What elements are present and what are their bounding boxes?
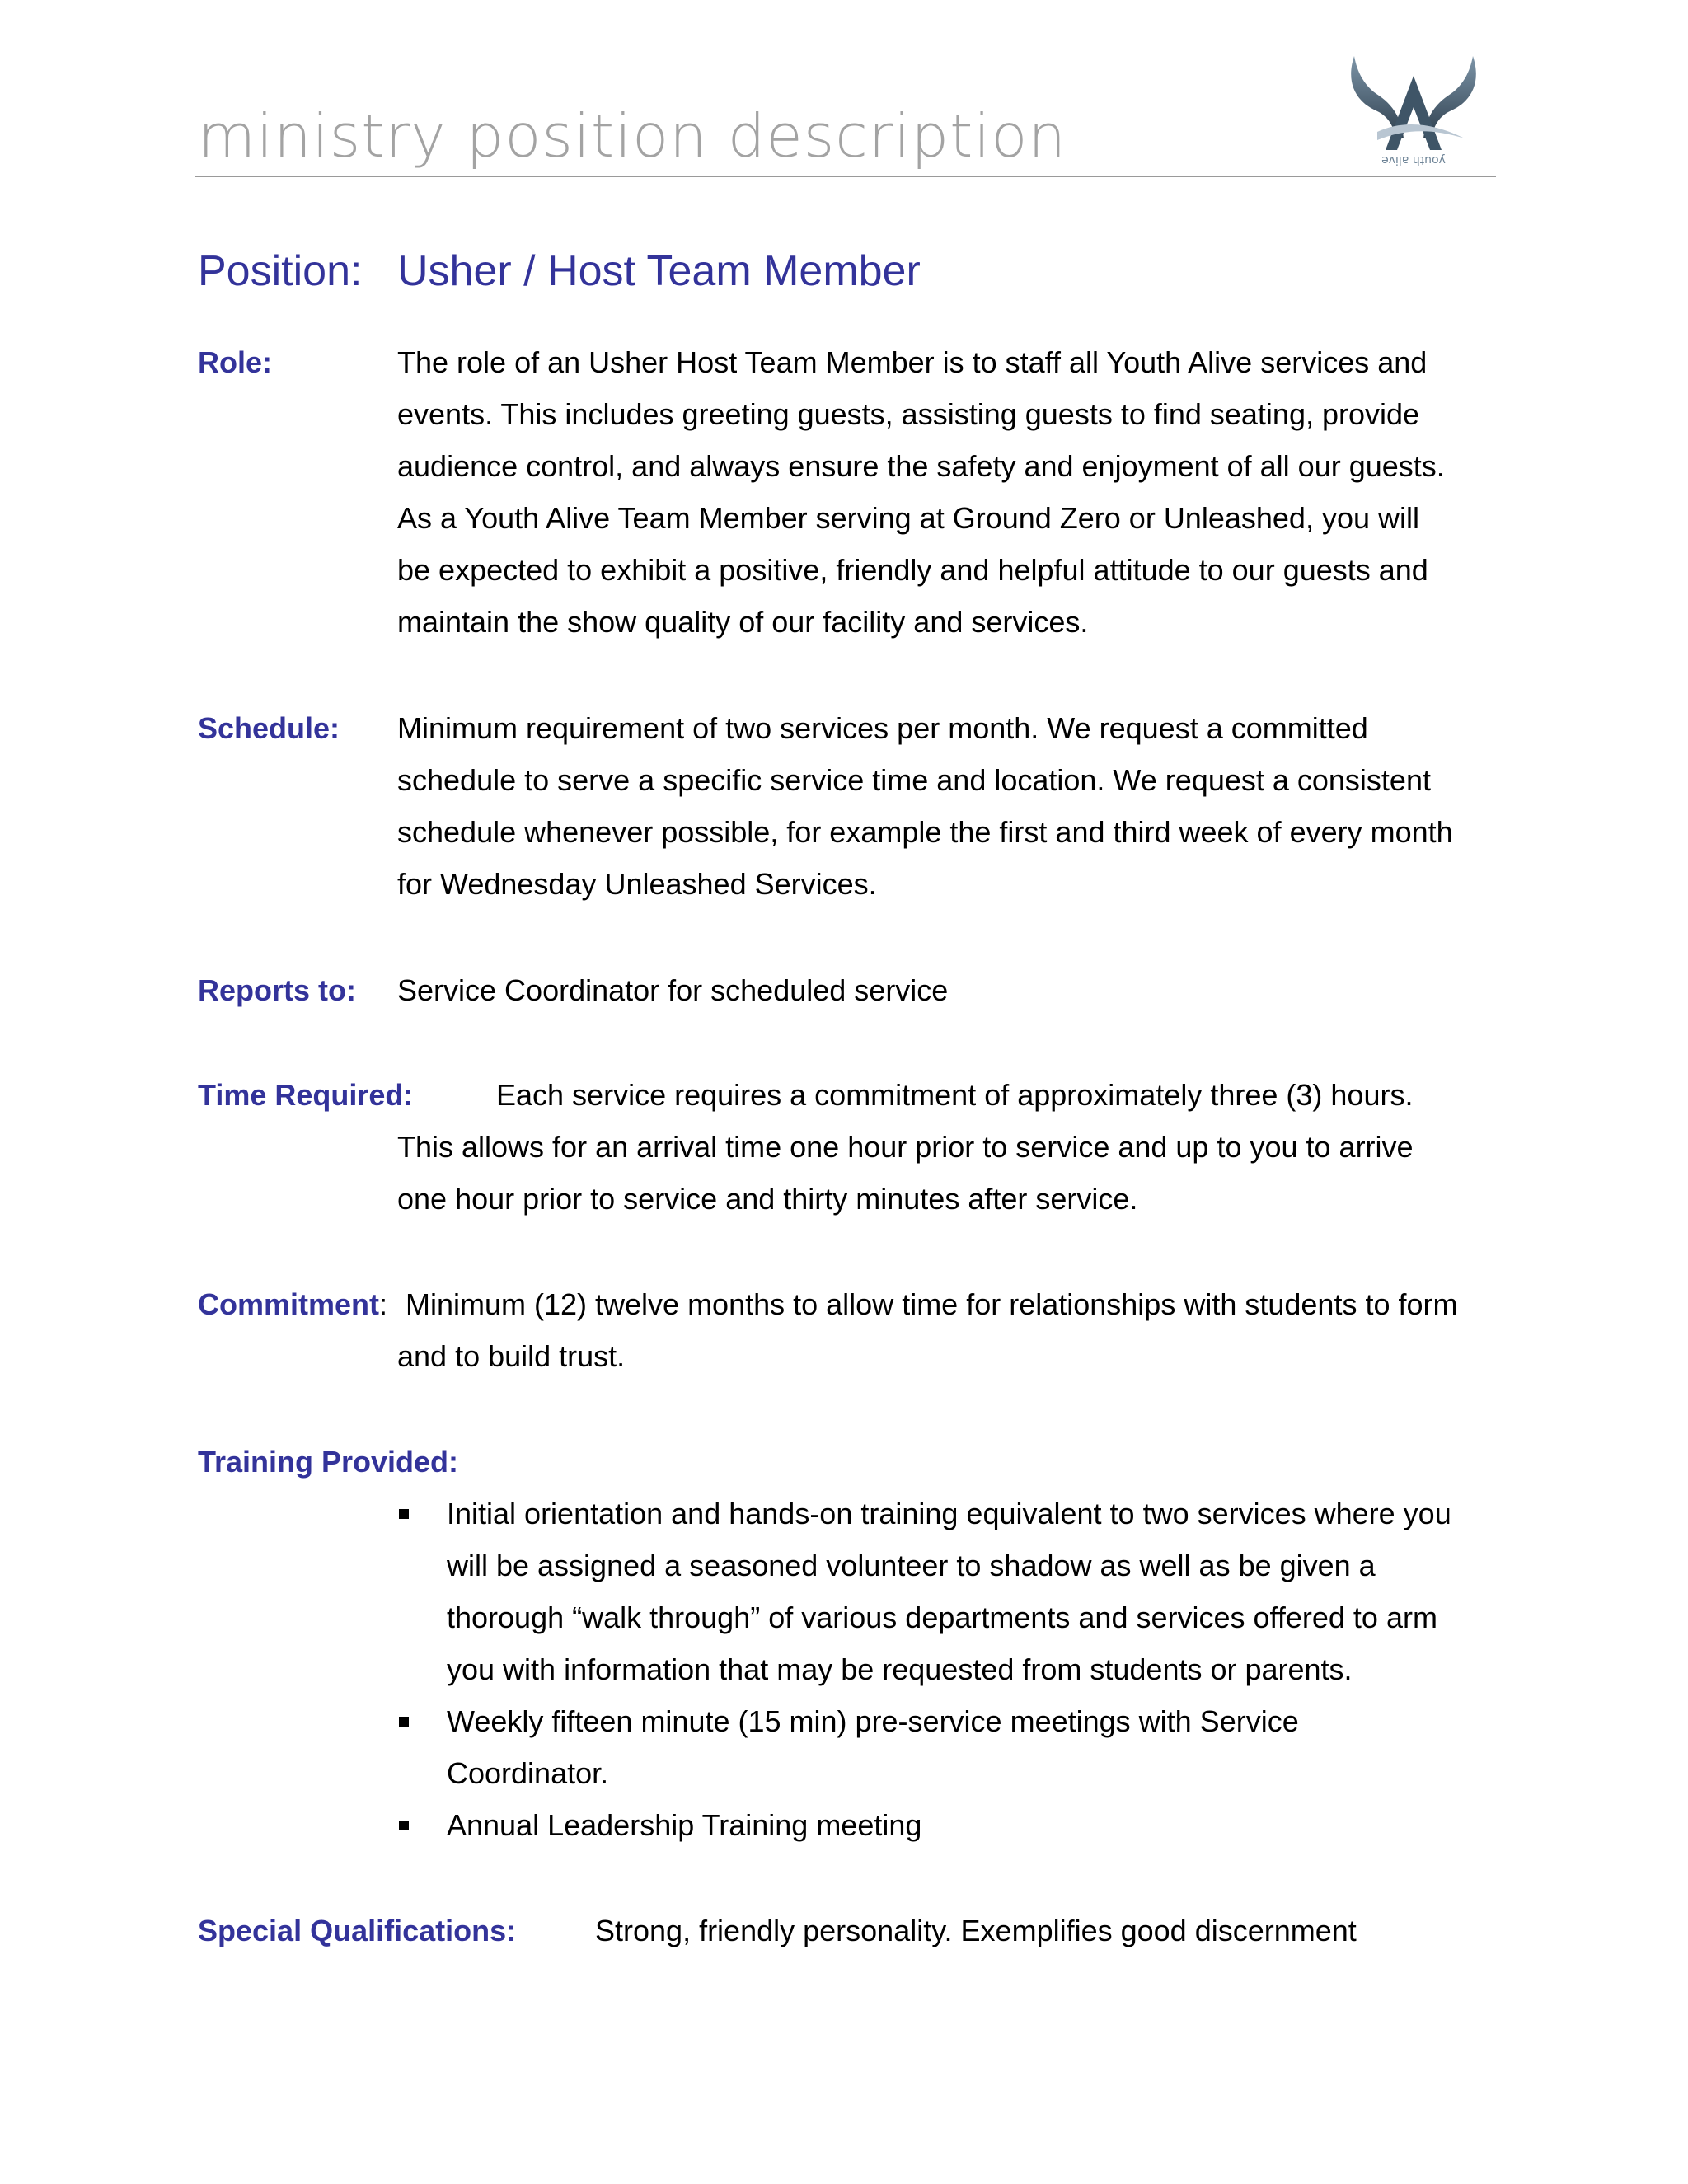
schedule-text-line: Minimum requirement of two services per month. We request a committed: [397, 711, 1368, 745]
training-provided-label: Training Provided:: [198, 1445, 459, 1479]
training-bullet-line: will be assigned a seasoned volunteer to shadow as well as be given a: [447, 1549, 1376, 1582]
schedule-text-line: schedule to serve a specific service time and location. We request a consistent: [397, 763, 1431, 797]
commitment-label-text: Commitment: [198, 1287, 380, 1321]
training-bullet-line: thorough “walk through” of various departments and services offered to arm: [447, 1601, 1437, 1634]
special-qualifications-label: Special Qualifications:: [198, 1914, 517, 1947]
reports-to-text: Service Coordinator for scheduled service: [397, 973, 949, 1007]
role-text-line: audience control, and always ensure the safety and enjoyment of all our guests.: [397, 449, 1445, 483]
position-label: Position:: [198, 247, 363, 295]
training-bullet-line: Initial orientation and hands-on training equivalent to two services where you: [447, 1497, 1451, 1530]
page-title: ministry position description: [198, 101, 1067, 171]
bullet-square-icon: [399, 1509, 409, 1519]
role-text-line: The role of an Usher Host Team Member is to staff all Youth Alive services and: [397, 345, 1428, 379]
time-required-text-line: This allows for an arrival time one hour prior to service and up to you to arrive: [397, 1130, 1414, 1164]
position-title: Usher / Host Team Member: [397, 247, 921, 295]
commitment-text-line: and to build trust.: [397, 1339, 626, 1373]
training-bullet-line: Coordinator.: [447, 1756, 609, 1790]
reports-to-label: Reports to:: [198, 973, 356, 1007]
role-text-line: events. This includes greeting guests, assisting guests to find seating, provide: [397, 397, 1420, 431]
training-bullet-line: Weekly fifteen minute (15 min) pre-service meetings with Service: [447, 1704, 1299, 1738]
youth-alive-logo: [1339, 49, 1488, 169]
schedule-text-line: schedule whenever possible, for example the first and third week of every month: [397, 815, 1453, 849]
schedule-label: Schedule:: [198, 711, 340, 745]
commitment-label: [198, 1278, 387, 1330]
role-text-line: maintain the show quality of our facility and services.: [397, 605, 1089, 639]
special-qualifications-text: Strong, friendly personality. Exemplifies good discernment: [595, 1914, 1357, 1947]
bullet-square-icon: [399, 1717, 409, 1727]
training-bullet-line: Annual Leadership Training meeting: [447, 1808, 922, 1842]
time-required-label: Time Required:: [198, 1078, 414, 1112]
commitment-colon: :: [379, 1287, 388, 1321]
role-label: Role:: [198, 345, 272, 379]
logo-text: youth alive: [1381, 153, 1446, 166]
training-bullet-line: you with information that may be requested from students or parents.: [447, 1652, 1353, 1686]
time-required-text-line: one hour prior to service and thirty minutes after service.: [397, 1182, 1138, 1216]
schedule-text-line: for Wednesday Unleashed Services.: [397, 867, 877, 901]
role-text-line: As a Youth Alive Team Member serving at Ground Zero or Unleashed, you will: [397, 501, 1419, 535]
time-required-text-line: Each service requires a commitment of approximately three (3) hours.: [496, 1078, 1414, 1112]
title-divider: [195, 176, 1496, 177]
role-text-line: be expected to exhibit a positive, friendly and helpful attitude to our guests and: [397, 553, 1428, 587]
commitment-text-line: Minimum (12) twelve months to allow time for relationships with students to form: [406, 1287, 1458, 1321]
bullet-square-icon: [399, 1821, 409, 1830]
